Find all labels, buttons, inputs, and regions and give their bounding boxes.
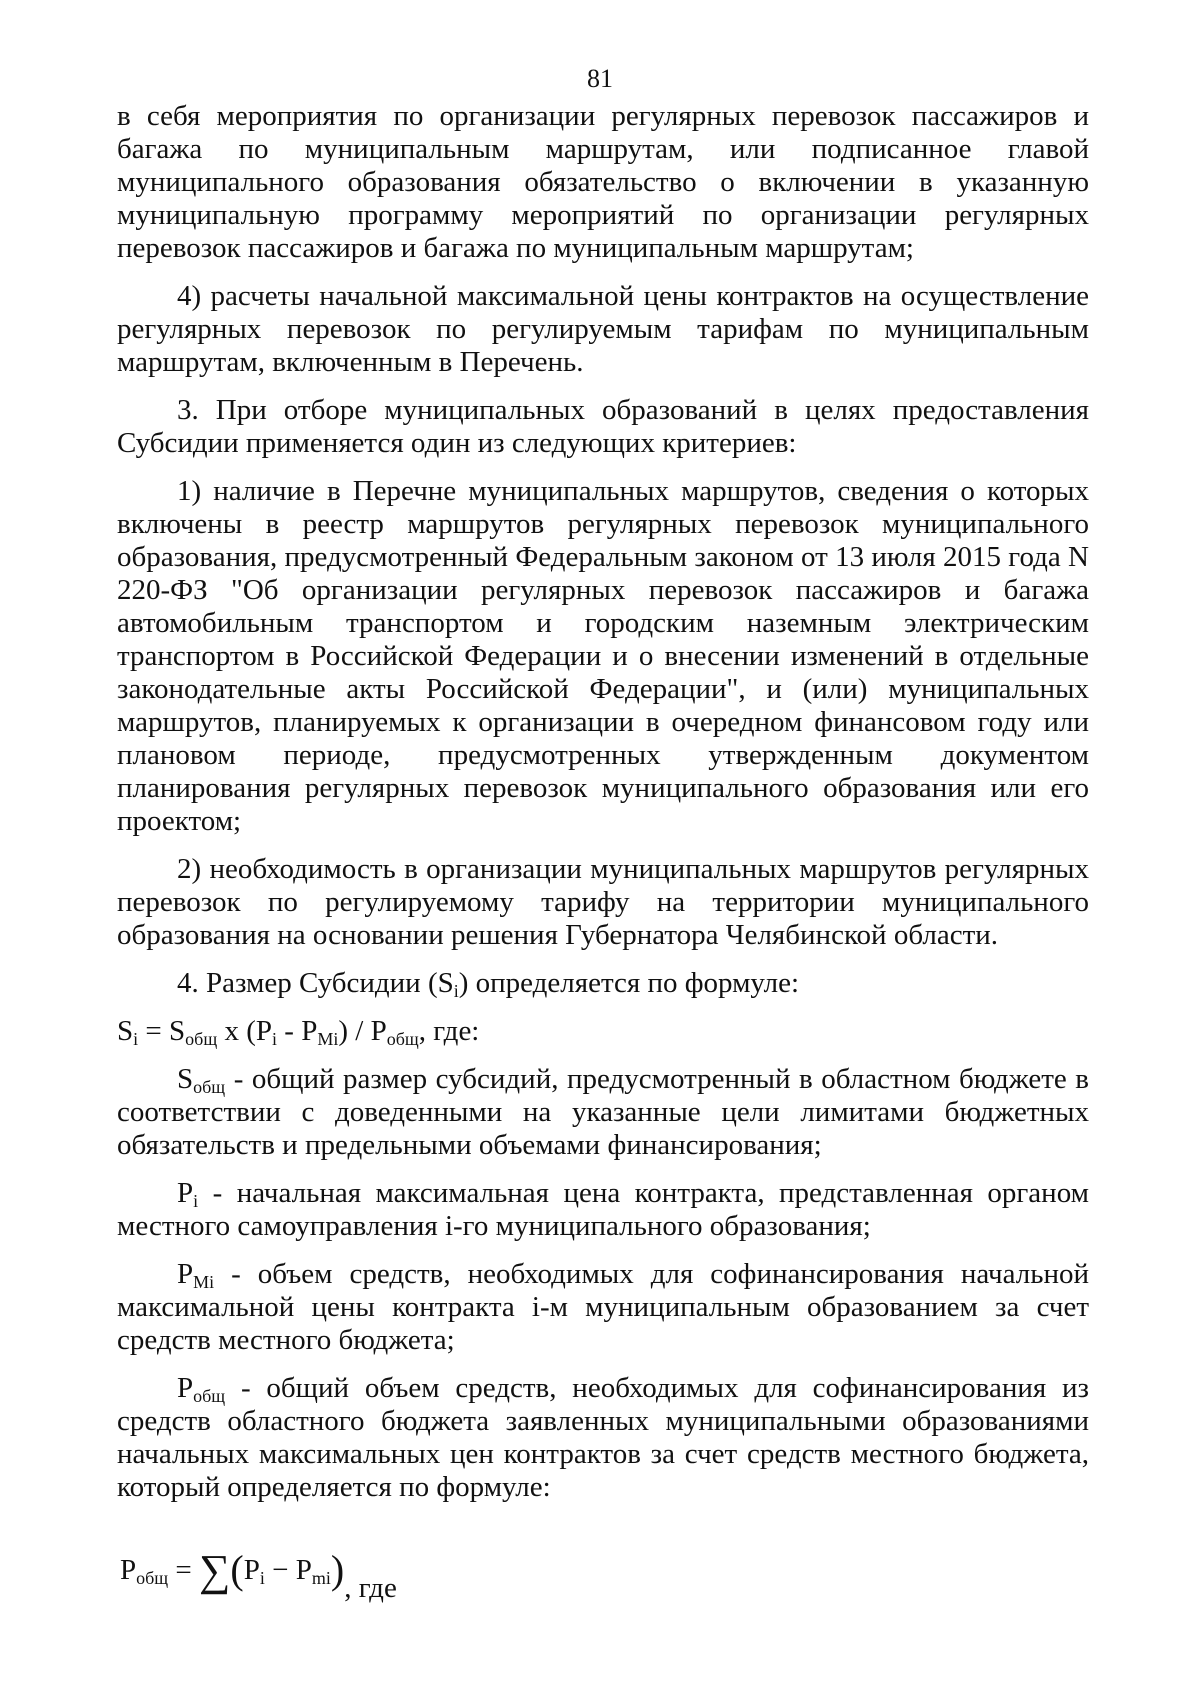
paragraph-criterion-2: 2) необходимость в организации муниципальных маршрутов регулярных перевозок по регулируемому тарифу на территории муниципального образования на основании решения Губернатора Челябинской области. xyxy=(117,853,1089,951)
definition-s-obsh: $S_{общ}$ - общий размер субсидий, предусмотренный в областном бюджете в соответствии с доведенными на указанные цели лимитами бюджетных обязательств и предельными объемами финансирования; xyxy=(117,1063,1089,1161)
document-body xyxy=(117,100,1089,1519)
formula-total-cofinancing: $P_{общ} = \sum(P_i - P_{mi})$, где xyxy=(120,1546,397,1604)
sigma-symbol: ∑ xyxy=(199,1546,231,1595)
paragraph-continuation: в себя мероприятия по организации регулярных перевозок пассажиров и багажа по муниципальным маршрутам, или подписанное главой муниципального образования обязательство о включении в указанную муниципальную программу мероприятий по организации регулярных перевозок пассажиров и багажа по муниципальным маршрутам; xyxy=(117,100,1089,264)
page-number: 81 xyxy=(587,64,613,93)
section-4-text: 4. Размер Субсидии (S xyxy=(177,967,454,999)
paragraph-section-3: 3. При отборе муниципальных образований в целях предоставления Субсидии применяется один из следующих критериев: xyxy=(117,394,1089,459)
section-4-text-tail: ) определяется по формуле: xyxy=(458,967,800,999)
subscript-i: i xyxy=(453,981,459,1001)
definition-p-obsh: $P_{общ}$ - общий объем средств, необходимых для софинансирования из средств областного бюджета заявленных муниципальными образованиями начальных максимальных цен контрактов за счет средств местного бюджета, который определяется по формуле: xyxy=(117,1372,1089,1503)
paragraph-criterion-1: 1) наличие в Перечне муниципальных маршрутов, сведения о которых включены в реестр маршрутов регулярных перевозок муниципального образования, предусмотренный Федеральным законом от 13 июля 2015 года N 220-ФЗ "Об организации регулярных перевозок пассажиров и багажа автомобильным транспортом и городским наземным электрическим транспортом в Российской Федерации и о внесении изменений в отдельные законодательные акты Российской Федерации", и (или) муниципальных маршрутов, планируемых к организации в очередном финансовом году или плановом периоде, предусмотренных утвержденным документом планирования регулярных перевозок муниципального образования или его проектом; xyxy=(117,475,1089,837)
definition-p-mi: $P_{Mi}$ - объем средств, необходимых для софинансирования начальной максимальной цены контракта i-м муниципальным образованием за счет средств местного бюджета; xyxy=(117,1258,1089,1356)
definition-p-i: $P_i$ - начальная максимальная цена контракта, представленная органом местного самоуправления i-го муниципального образования; xyxy=(117,1177,1089,1242)
paragraph-item-4: 4) расчеты начальной максимальной цены контрактов на осуществление регулярных перевозок по регулируемым тарифам по муниципальным маршрутам, включенным в Перечень. xyxy=(117,280,1089,378)
formula-subsidy-size: $S_i = S_{общ}$ x $(P_i - P_{Mi}) / P_{общ}$, где: xyxy=(117,1015,480,1049)
paragraph-section-4 xyxy=(117,967,1089,1000)
